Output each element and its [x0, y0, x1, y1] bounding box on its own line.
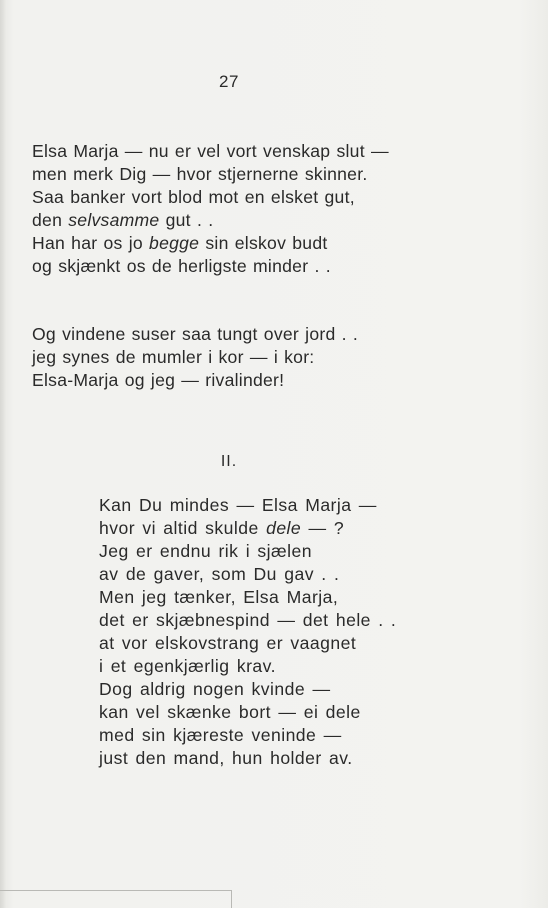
line-text: Dog aldrig nogen kvinde — — [99, 679, 331, 699]
poem-line — [99, 586, 338, 609]
poem-line — [99, 678, 330, 701]
poem-line — [99, 517, 344, 540]
line-text: jeg synes de mumler i kor — i kor: — [32, 347, 315, 367]
poem-line — [99, 632, 356, 655]
line-text: Saa banker vort blod mot en elsket gut, — [32, 187, 355, 207]
poem-line — [32, 323, 358, 346]
poem-line — [99, 494, 377, 517]
italic-word: dele — [266, 518, 302, 538]
poem-line — [32, 346, 314, 369]
line-text: og skjænkt os de herligste minder . . — [32, 256, 331, 276]
poem-line — [99, 701, 361, 724]
poem-line — [99, 609, 396, 632]
line-text: — ? — [301, 518, 345, 538]
bottom-rule — [0, 890, 232, 891]
italic-word: begge — [149, 233, 200, 253]
line-text: men merk Dig — hvor stjernerne skinner. — [32, 164, 368, 184]
poem-line — [99, 540, 312, 563]
poem-line — [99, 563, 339, 586]
line-text: Og vindene suser saa tungt over jord . . — [32, 324, 359, 344]
poem-line — [32, 140, 389, 163]
poem-line — [32, 369, 284, 392]
poem-line — [99, 747, 353, 770]
line-text: just den mand, hun holder av. — [99, 748, 353, 768]
line-text: gut . . — [159, 210, 214, 230]
line-text: kan vel skænke bort — ei dele — [99, 702, 361, 722]
poem-line — [32, 209, 213, 232]
poem-line — [32, 163, 368, 186]
bottom-rule-tick — [231, 890, 232, 908]
poem-line — [99, 724, 342, 747]
line-text: Kan Du mindes — Elsa Marja — — [99, 495, 377, 515]
line-text: Men jeg tænker, Elsa Marja, — [99, 587, 339, 607]
line-text: hvor vi altid skulde — [99, 518, 267, 538]
line-text: Elsa Marja — nu er vel vort venskap slut — — [32, 141, 389, 161]
line-text: Jeg er endnu rik i sjælen — [99, 541, 312, 561]
line-text: sin elskov budt — [199, 233, 328, 253]
line-text: Han har os jo — [32, 233, 150, 253]
poem-line — [32, 186, 355, 209]
poem-line — [32, 232, 328, 255]
line-text: at vor elskovstrang er vaagnet — [99, 633, 357, 653]
italic-word: selvsamme — [68, 210, 160, 230]
line-text: Elsa-Marja og jeg — rivalinder! — [32, 370, 285, 390]
poem-line — [99, 655, 276, 678]
page-number: 27 — [219, 72, 239, 91]
line-text: den — [32, 210, 69, 230]
section-numeral: II. — [220, 453, 238, 470]
line-text: av de gaver, som Du gav . . — [99, 564, 340, 584]
line-text: med sin kjæreste veninde — — [99, 725, 342, 745]
line-text: det er skjæbnespind — det hele . . — [99, 610, 397, 630]
line-text: i et egenkjærlig krav. — [99, 656, 276, 676]
poem-line — [32, 255, 331, 278]
